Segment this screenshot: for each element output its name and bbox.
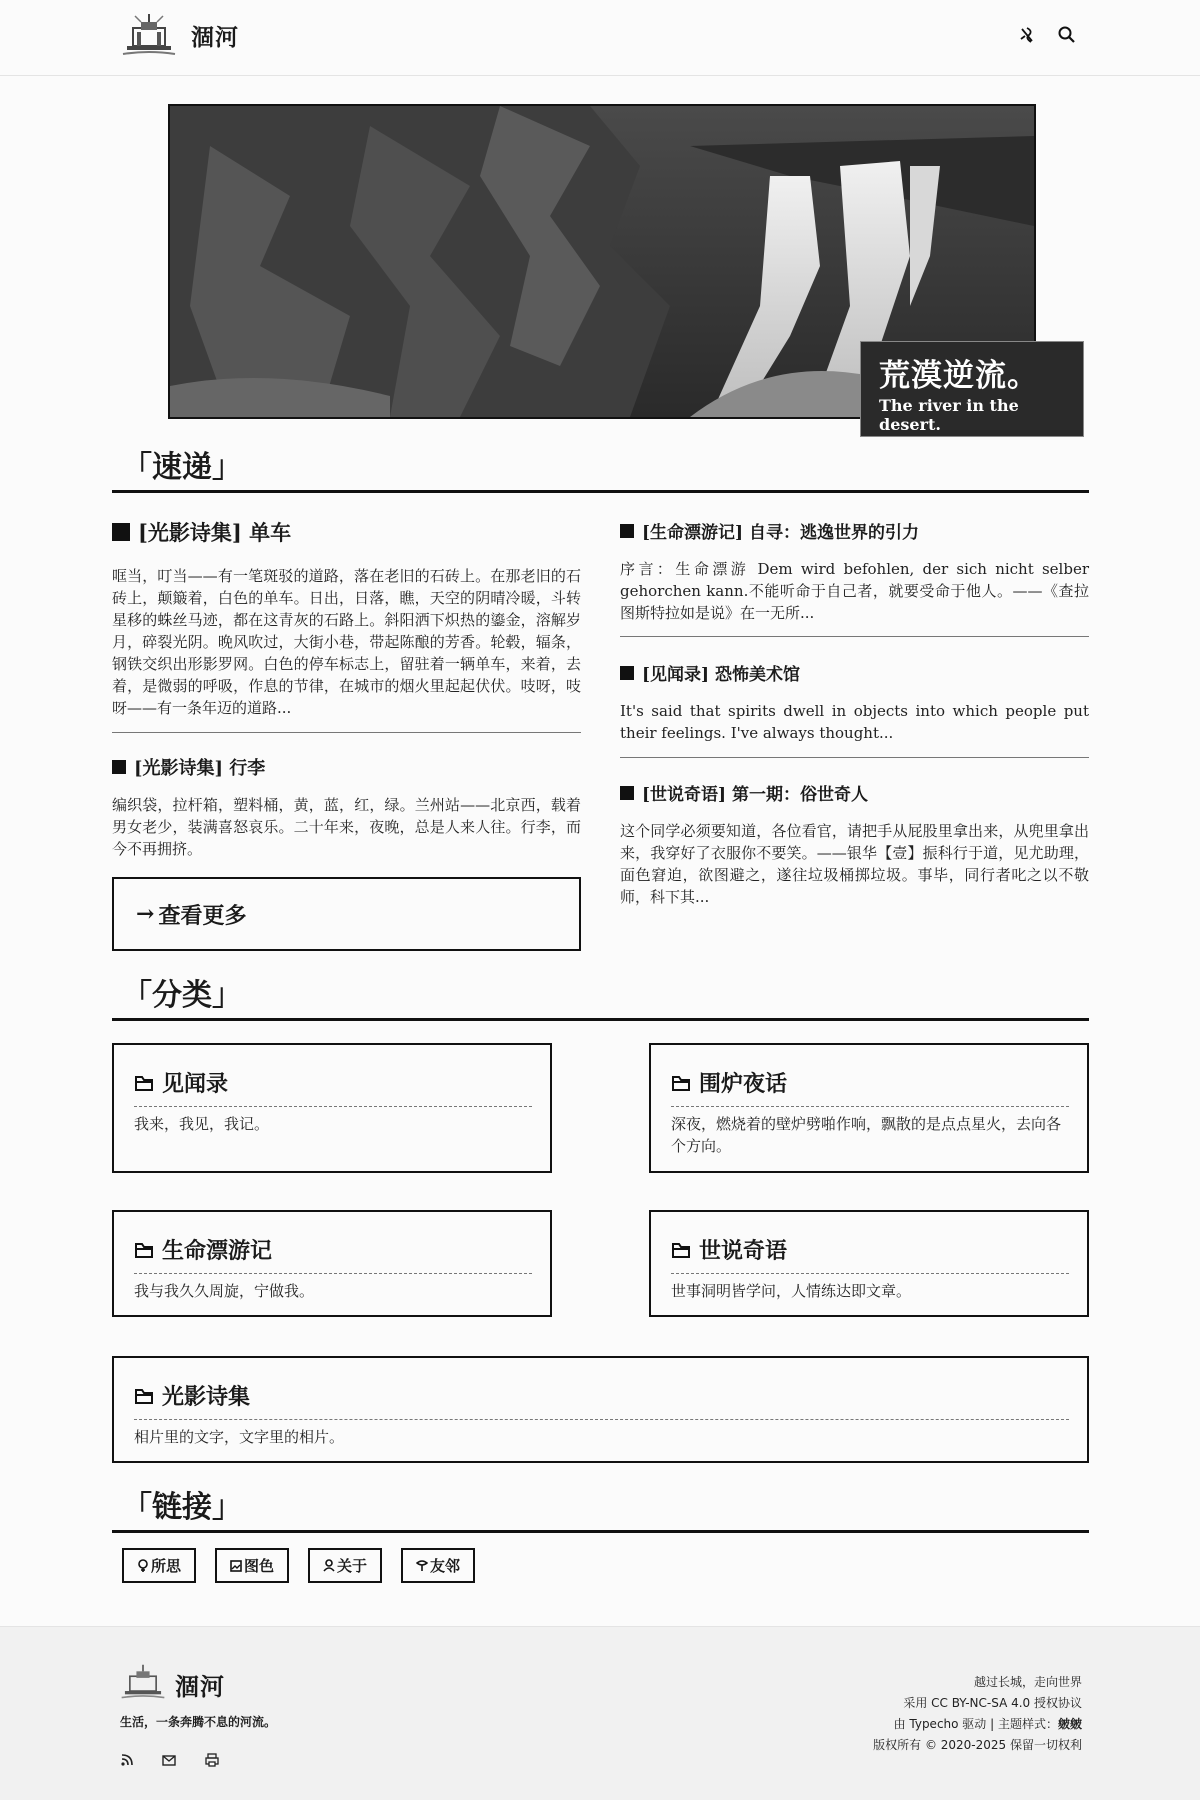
link-friends[interactable]: 友邻 bbox=[401, 1548, 475, 1583]
post-card[interactable] bbox=[620, 660, 1089, 744]
footer-powered-by: 由 Typecho 驱动 | 主题样式：皴皴 bbox=[893, 1717, 1082, 1731]
section-categories-heading: 「分类」 bbox=[112, 974, 1089, 1021]
mail-icon[interactable] bbox=[162, 1753, 176, 1767]
category-title[interactable]: 世说奇语 bbox=[671, 1234, 1069, 1274]
section-recent-heading: 「速递」 bbox=[112, 446, 1089, 493]
footer-copyright: 版权所有 © 2020-2025 保留一切权利 bbox=[873, 1738, 1082, 1752]
category-desc: 深夜，燃烧着的壁炉劈啪作响，飘散的是点点星火，去向各个方向。 bbox=[671, 1115, 1062, 1155]
divider bbox=[620, 757, 1089, 758]
view-more-button[interactable]: → 查看更多 bbox=[112, 877, 581, 951]
square-bullet-icon bbox=[620, 524, 634, 538]
search-icon[interactable] bbox=[1057, 25, 1077, 45]
site-header bbox=[0, 0, 1200, 76]
category-card[interactable] bbox=[649, 1043, 1089, 1173]
square-bullet-icon bbox=[620, 666, 634, 680]
link-thoughts[interactable]: 所思 bbox=[122, 1548, 196, 1583]
bulb-icon bbox=[137, 1559, 149, 1573]
divider bbox=[620, 636, 1089, 637]
footer-license[interactable]: 采用 CC BY-NC-SA 4.0 授权协议 bbox=[903, 1696, 1082, 1710]
folder-icon bbox=[671, 1074, 691, 1092]
post-excerpt: 序言：生命漂游 Dem wird befohlen, der sich nicht selber gehorchen kann.不能听命于自己者，就要受命于他人。——《查拉图斯特拉如是说》在一无所... bbox=[620, 560, 1089, 622]
square-bullet-icon bbox=[112, 523, 130, 541]
post-excerpt: 编织袋，拉杆箱，塑料桶，黄，蓝，红，绿。兰州站——北京西，载着男女老少，装满喜怒哀乐。二十年来，夜晚，总是人来人往。行李，而今不再拥挤。 bbox=[112, 796, 581, 858]
post-title[interactable]: [见闻录] 恐怖美术馆 bbox=[620, 660, 1089, 685]
category-card[interactable] bbox=[112, 1043, 552, 1173]
post-excerpt: 这个同学必须要知道，各位看官，请把手从屁股里拿出来，从兜里拿出来，我穿好了衣服你不要笑。——银华【壹】振科行于道，见尤助理，面色窘迫，欲图避之，遂往垃圾桶掷垃圾。事毕，同行者叱之以不敬师，科下其... bbox=[620, 822, 1089, 906]
folder-icon bbox=[134, 1074, 154, 1092]
post-card[interactable] bbox=[620, 780, 1089, 908]
divider bbox=[112, 732, 581, 733]
folder-icon bbox=[671, 1241, 691, 1259]
footer-slogan: 生活，一条奔腾不息的河流。 bbox=[120, 1715, 277, 1729]
theme-name[interactable]: 皴皴 bbox=[1057, 1717, 1082, 1731]
folder-icon bbox=[134, 1387, 154, 1405]
arrow-right-icon: → bbox=[136, 901, 155, 927]
category-desc: 世事洞明皆学问，人情练达即文章。 bbox=[671, 1282, 912, 1300]
post-card[interactable] bbox=[112, 754, 581, 860]
category-desc: 我与我久久周旋，宁做我。 bbox=[134, 1282, 315, 1300]
folder-icon bbox=[134, 1241, 154, 1259]
category-title[interactable]: 围炉夜话 bbox=[671, 1067, 1069, 1107]
footer-logo-icon[interactable] bbox=[120, 1663, 166, 1701]
category-card[interactable] bbox=[649, 1210, 1089, 1317]
theme-toggle-icon[interactable] bbox=[1017, 25, 1037, 45]
square-bullet-icon bbox=[112, 760, 126, 774]
hero-title-zh: 荒漠逆流。 bbox=[879, 358, 1039, 394]
footer-info bbox=[873, 1672, 1082, 1756]
category-desc: 我来，我见，我记。 bbox=[134, 1115, 270, 1133]
post-title[interactable]: [光影诗集] 单车 bbox=[112, 517, 581, 547]
section-links-heading: 「链接」 bbox=[112, 1486, 1089, 1533]
link-gallery[interactable]: 图色 bbox=[215, 1548, 289, 1583]
post-title[interactable]: [生命漂游记] 自寻：逃逸世界的引力 bbox=[620, 518, 1089, 543]
category-card[interactable] bbox=[112, 1356, 1089, 1463]
category-title[interactable]: 见闻录 bbox=[134, 1067, 532, 1107]
post-excerpt: It's said that spirits dwell in objects into which people put their feelings. I've always thought... bbox=[620, 702, 1089, 742]
post-title[interactable]: [光影诗集] 行李 bbox=[112, 754, 581, 780]
hero-title-en: The river in the desert. bbox=[879, 396, 1019, 434]
site-logo-icon[interactable] bbox=[121, 12, 177, 58]
print-icon[interactable] bbox=[205, 1753, 219, 1767]
category-card[interactable] bbox=[112, 1210, 552, 1317]
post-card[interactable] bbox=[112, 517, 581, 719]
category-title[interactable]: 生命漂游记 bbox=[134, 1234, 532, 1274]
friends-icon bbox=[416, 1559, 428, 1572]
category-desc: 相片里的文字，文字里的相片。 bbox=[134, 1428, 345, 1446]
post-card[interactable] bbox=[620, 518, 1089, 624]
image-icon bbox=[230, 1560, 242, 1572]
post-title[interactable]: [世说奇语] 第一期：俗世奇人 bbox=[620, 780, 1089, 805]
link-about[interactable]: 关于 bbox=[308, 1548, 382, 1583]
footer-site-title[interactable]: 涸河 bbox=[175, 1672, 225, 1701]
category-title[interactable]: 光影诗集 bbox=[134, 1380, 1069, 1420]
footer-line: 越过长城，走向世界 bbox=[973, 1675, 1082, 1689]
site-footer bbox=[0, 1626, 1200, 1800]
square-bullet-icon bbox=[620, 786, 634, 800]
site-title[interactable]: 涸河 bbox=[191, 24, 239, 51]
user-icon bbox=[323, 1559, 335, 1572]
rss-icon[interactable] bbox=[120, 1753, 134, 1767]
post-excerpt: 哐当，叮当——有一笔斑驳的道路，落在老旧的石砖上。在那老旧的石砖上，颠簸着，白色的单车。日出，日落，瞧，天空的阴晴冷暖，斗转星移的蛛丝马迹，都在这青灰的石路上。斜阳洒下炽热的鎏金，溶解岁月，碎裂光阴。晚风吹过，大街小巷，带起陈酿的芳香。轮毂，辐条，钢铁交织出形影罗网。白色的停车标志上，留驻着一辆单车，来着，去着，是微弱的呼吸，作息的节律，在城市的烟火里起起伏伏。吱呀，吱呀——有一条年迈的道路... bbox=[112, 567, 581, 717]
hero-caption bbox=[860, 341, 1084, 437]
